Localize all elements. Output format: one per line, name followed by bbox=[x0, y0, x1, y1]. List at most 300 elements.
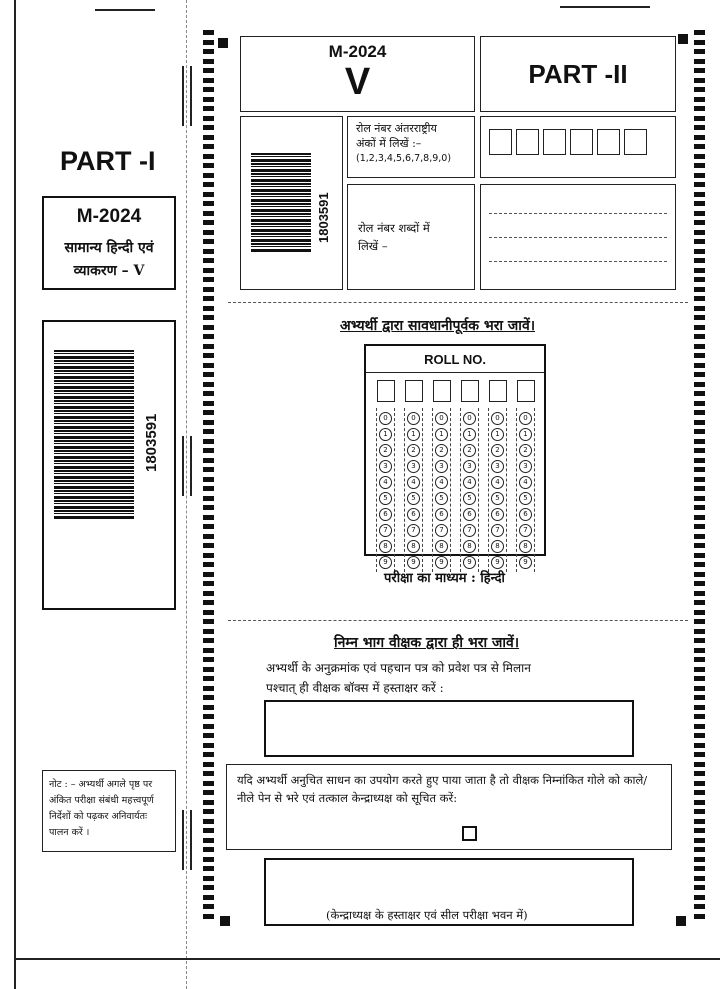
part2-title-box bbox=[480, 36, 676, 112]
timing-mark bbox=[694, 543, 705, 548]
roll-digit-cell[interactable] bbox=[516, 129, 539, 155]
timing-mark bbox=[694, 87, 705, 92]
roll-bubble[interactable]: 0 bbox=[379, 412, 392, 425]
timing-mark bbox=[694, 68, 705, 73]
roll-column bbox=[376, 380, 395, 572]
corner-mark-bottom-left bbox=[220, 916, 230, 926]
roll-bubble[interactable]: 2 bbox=[463, 444, 476, 457]
top-edge-mark bbox=[560, 6, 650, 8]
timing-mark bbox=[694, 676, 705, 681]
roll-bubble[interactable]: 5 bbox=[379, 492, 392, 505]
roll-bubble[interactable]: 1 bbox=[491, 428, 504, 441]
roll-bubble-track bbox=[432, 408, 451, 572]
timing-mark bbox=[694, 619, 705, 624]
roll-column bbox=[516, 380, 535, 572]
timing-mark bbox=[694, 885, 705, 890]
roll-bubble[interactable]: 0 bbox=[519, 412, 532, 425]
roll-bubble[interactable]: 3 bbox=[379, 460, 392, 473]
timing-mark bbox=[203, 173, 214, 178]
timing-mark bbox=[203, 353, 214, 358]
timing-mark bbox=[694, 477, 705, 482]
roll-bubble[interactable]: 0 bbox=[491, 412, 504, 425]
roll-words-entry-box[interactable] bbox=[480, 184, 676, 290]
timing-mark bbox=[203, 486, 214, 491]
timing-mark bbox=[694, 125, 705, 130]
roll-digit-cells bbox=[489, 129, 647, 155]
timing-mark bbox=[203, 562, 214, 567]
timing-mark bbox=[694, 714, 705, 719]
timing-mark bbox=[694, 211, 705, 216]
words-line bbox=[489, 213, 667, 214]
timing-mark bbox=[694, 914, 705, 919]
roll-bubble[interactable]: 0 bbox=[435, 412, 448, 425]
part1-title: PART -I bbox=[60, 146, 156, 176]
part2-barcode-number: 1803591 bbox=[316, 192, 331, 243]
timing-mark bbox=[694, 391, 705, 396]
roll-bubble[interactable]: 5 bbox=[519, 492, 532, 505]
timing-mark bbox=[694, 515, 705, 520]
timing-mark bbox=[203, 914, 214, 919]
timing-mark bbox=[694, 800, 705, 805]
timing-mark bbox=[203, 306, 214, 311]
timing-mark bbox=[203, 505, 214, 510]
timing-mark bbox=[694, 657, 705, 662]
roll-no-label: ROLL NO. bbox=[424, 352, 486, 367]
invigilator-signature-box[interactable] bbox=[264, 700, 634, 757]
roll-bubble[interactable]: 6 bbox=[463, 508, 476, 521]
timing-track-left bbox=[203, 30, 214, 923]
roll-bubble[interactable]: 9 bbox=[519, 556, 532, 569]
part1-barcode-number: 1803591 bbox=[143, 413, 160, 472]
roll-bubble[interactable]: 8 bbox=[519, 540, 532, 553]
timing-mark bbox=[203, 363, 214, 368]
timing-mark bbox=[203, 458, 214, 463]
unfair-means-text: यदि अभ्यर्थी अनुचित साधन का उपयोग करते हुए पाया जाता है तो वीक्षक निम्नांकित गोले को काले/नीले पेन से भरे एवं तत्काल केन्द्राध्यक्ष को सूचित करें: bbox=[237, 773, 648, 805]
left-side-marks bbox=[182, 810, 192, 870]
roll-column bbox=[488, 380, 507, 572]
timing-mark bbox=[203, 724, 214, 729]
timing-mark bbox=[694, 724, 705, 729]
roll-bubble[interactable]: 9 bbox=[379, 556, 392, 569]
timing-mark bbox=[694, 781, 705, 786]
left-side-marks bbox=[182, 436, 192, 496]
roll-column bbox=[460, 380, 479, 572]
timing-mark bbox=[694, 173, 705, 178]
left-page-edge bbox=[14, 0, 16, 989]
part2-title: PART -II bbox=[528, 59, 628, 89]
timing-mark bbox=[694, 97, 705, 102]
timing-mark bbox=[694, 344, 705, 349]
timing-mark bbox=[694, 334, 705, 339]
timing-mark bbox=[203, 781, 214, 786]
roll-bubble[interactable]: 7 bbox=[491, 524, 504, 537]
roll-bubble[interactable]: 9 bbox=[435, 556, 448, 569]
roll-bubble[interactable]: 9 bbox=[463, 556, 476, 569]
timing-mark bbox=[694, 287, 705, 292]
roll-bubble[interactable]: 7 bbox=[379, 524, 392, 537]
roll-words-label-line2: लिखें – bbox=[358, 239, 388, 253]
timing-mark bbox=[694, 258, 705, 263]
roll-bubble-track bbox=[488, 408, 507, 572]
timing-mark bbox=[203, 163, 214, 168]
timing-mark bbox=[203, 695, 214, 700]
timing-mark bbox=[203, 876, 214, 881]
timing-mark bbox=[203, 762, 214, 767]
timing-mark bbox=[694, 562, 705, 567]
roll-bubble[interactable]: 7 bbox=[519, 524, 532, 537]
timing-mark bbox=[203, 125, 214, 130]
timing-mark bbox=[203, 344, 214, 349]
timing-mark bbox=[203, 904, 214, 909]
roll-words-label-box bbox=[347, 184, 475, 290]
candidate-fill-heading: अभ्यर्थी द्वारा सावधानीपूर्वक भरा जावें। bbox=[340, 318, 536, 334]
part1-barcode-box bbox=[42, 320, 176, 610]
timing-mark bbox=[203, 686, 214, 691]
timing-mark bbox=[203, 838, 214, 843]
timing-mark bbox=[694, 743, 705, 748]
roll-bubble[interactable]: 3 bbox=[463, 460, 476, 473]
roll-column-entry-cell[interactable] bbox=[489, 380, 507, 402]
timing-mark bbox=[694, 78, 705, 83]
roll-bubble[interactable]: 2 bbox=[407, 444, 420, 457]
timing-mark bbox=[694, 268, 705, 273]
roll-bubble[interactable]: 8 bbox=[491, 540, 504, 553]
timing-mark bbox=[694, 600, 705, 605]
timing-mark bbox=[694, 277, 705, 282]
words-line bbox=[489, 237, 667, 238]
timing-mark bbox=[694, 847, 705, 852]
timing-mark bbox=[203, 572, 214, 577]
timing-mark bbox=[694, 59, 705, 64]
timing-mark bbox=[694, 30, 705, 35]
timing-mark bbox=[694, 144, 705, 149]
roll-bubble[interactable]: 7 bbox=[407, 524, 420, 537]
timing-mark bbox=[203, 211, 214, 216]
roll-bubble[interactable]: 5 bbox=[407, 492, 420, 505]
corner-mark-top-left bbox=[218, 38, 228, 48]
timing-mark bbox=[203, 790, 214, 795]
superintendent-signature-box[interactable] bbox=[264, 858, 634, 926]
timing-mark bbox=[203, 847, 214, 852]
roll-bubble[interactable]: 7 bbox=[435, 524, 448, 537]
invigilator-heading: निम्न भाग वीक्षक द्वारा ही भरा जावें। bbox=[334, 635, 520, 651]
roll-digit-cell[interactable] bbox=[624, 129, 647, 155]
timing-mark bbox=[694, 876, 705, 881]
timing-mark bbox=[203, 249, 214, 254]
timing-mark bbox=[203, 857, 214, 862]
timing-mark bbox=[694, 239, 705, 244]
timing-mark bbox=[203, 477, 214, 482]
part1-note-box bbox=[42, 770, 176, 852]
timing-mark bbox=[203, 819, 214, 824]
timing-mark bbox=[203, 144, 214, 149]
part1-note-text: नोट : – अभ्यर्थी अगले पृष्ठ पर अंकित परीक्षा संबंधी महत्त्वपूर्ण निर्देशों को पढ़कर अनिवार्यतः पालन करें । bbox=[49, 779, 154, 838]
part2-code-box bbox=[240, 36, 475, 112]
timing-mark bbox=[203, 515, 214, 520]
roll-bubble[interactable]: 6 bbox=[407, 508, 420, 521]
timing-mark bbox=[203, 600, 214, 605]
timing-mark bbox=[694, 420, 705, 425]
roll-bubble[interactable]: 4 bbox=[379, 476, 392, 489]
timing-mark bbox=[203, 410, 214, 415]
timing-mark bbox=[203, 543, 214, 548]
section-divider bbox=[228, 302, 688, 303]
timing-mark bbox=[203, 78, 214, 83]
timing-mark bbox=[203, 372, 214, 377]
timing-mark bbox=[203, 296, 214, 301]
timing-mark bbox=[203, 154, 214, 159]
timing-mark bbox=[694, 752, 705, 757]
timing-mark bbox=[694, 762, 705, 767]
timing-mark bbox=[203, 467, 214, 472]
roll-bubble[interactable]: 2 bbox=[519, 444, 532, 457]
timing-mark bbox=[203, 59, 214, 64]
part1-subject-line1: सामान्य हिन्दी एवं bbox=[64, 240, 154, 256]
roll-bubble[interactable]: 8 bbox=[407, 540, 420, 553]
timing-mark bbox=[694, 315, 705, 320]
roll-bubble[interactable]: 5 bbox=[491, 492, 504, 505]
timing-mark bbox=[203, 534, 214, 539]
timing-mark bbox=[694, 838, 705, 843]
timing-mark bbox=[694, 496, 705, 501]
timing-mark bbox=[694, 486, 705, 491]
roll-column bbox=[432, 380, 451, 572]
timing-mark bbox=[203, 258, 214, 263]
roll-digits-entry-box bbox=[480, 116, 676, 178]
timing-mark bbox=[694, 819, 705, 824]
roll-bubble[interactable]: 4 bbox=[407, 476, 420, 489]
roll-digit-cell[interactable] bbox=[597, 129, 620, 155]
timing-mark bbox=[694, 192, 705, 197]
roll-digits-label-line3: (1,2,3,4,5,6,7,8,9,0) bbox=[356, 153, 452, 164]
roll-digits-label-line1: रोल नंबर अंतरराष्ट्रीय bbox=[356, 122, 437, 135]
roll-column-entry-cell[interactable] bbox=[433, 380, 451, 402]
timing-mark bbox=[203, 391, 214, 396]
timing-mark bbox=[694, 439, 705, 444]
roll-bubble[interactable]: 6 bbox=[491, 508, 504, 521]
timing-mark bbox=[203, 448, 214, 453]
roll-bubble[interactable]: 4 bbox=[491, 476, 504, 489]
roll-bubble[interactable]: 9 bbox=[407, 556, 420, 569]
timing-mark bbox=[694, 201, 705, 206]
roll-bubble[interactable]: 3 bbox=[519, 460, 532, 473]
roll-bubble[interactable]: 1 bbox=[379, 428, 392, 441]
roll-bubble[interactable]: 6 bbox=[435, 508, 448, 521]
timing-mark bbox=[694, 182, 705, 187]
roll-bubble[interactable]: 4 bbox=[463, 476, 476, 489]
timing-mark bbox=[203, 581, 214, 586]
timing-mark bbox=[694, 249, 705, 254]
timing-mark bbox=[203, 97, 214, 102]
timing-mark bbox=[694, 505, 705, 510]
roll-bubble[interactable]: 5 bbox=[463, 492, 476, 505]
timing-mark bbox=[694, 458, 705, 463]
timing-mark bbox=[203, 809, 214, 814]
timing-mark bbox=[203, 667, 214, 672]
timing-mark bbox=[203, 629, 214, 634]
part2-barcode bbox=[251, 153, 311, 253]
timing-mark bbox=[694, 534, 705, 539]
timing-mark bbox=[694, 230, 705, 235]
timing-mark bbox=[203, 752, 214, 757]
timing-mark bbox=[694, 771, 705, 776]
roll-column-entry-cell[interactable] bbox=[405, 380, 423, 402]
timing-track-right bbox=[694, 30, 705, 923]
timing-mark bbox=[694, 401, 705, 406]
timing-mark bbox=[203, 705, 214, 710]
timing-mark bbox=[694, 135, 705, 140]
corner-mark-top-right bbox=[678, 34, 688, 44]
timing-mark bbox=[203, 420, 214, 425]
timing-mark bbox=[203, 657, 214, 662]
timing-mark bbox=[694, 49, 705, 54]
roll-bubble[interactable]: 2 bbox=[435, 444, 448, 457]
roll-bubble[interactable]: 6 bbox=[519, 508, 532, 521]
roll-digit-cell[interactable] bbox=[543, 129, 566, 155]
timing-mark bbox=[694, 163, 705, 168]
timing-mark bbox=[694, 895, 705, 900]
timing-mark bbox=[203, 135, 214, 140]
timing-mark bbox=[694, 581, 705, 586]
timing-mark bbox=[694, 524, 705, 529]
roll-bubble[interactable]: 2 bbox=[379, 444, 392, 457]
timing-mark bbox=[203, 885, 214, 890]
timing-mark bbox=[694, 553, 705, 558]
roll-bubble[interactable]: 1 bbox=[463, 428, 476, 441]
roll-bubble[interactable]: 8 bbox=[435, 540, 448, 553]
roll-no-label-rule bbox=[366, 372, 544, 373]
roll-bubble[interactable]: 2 bbox=[491, 444, 504, 457]
timing-mark bbox=[203, 648, 214, 653]
timing-mark bbox=[694, 467, 705, 472]
timing-mark bbox=[203, 619, 214, 624]
timing-mark bbox=[203, 201, 214, 206]
timing-mark bbox=[694, 610, 705, 615]
roll-bubble[interactable]: 3 bbox=[435, 460, 448, 473]
timing-mark bbox=[203, 325, 214, 330]
roll-bubble[interactable]: 7 bbox=[463, 524, 476, 537]
roll-column-entry-cell[interactable] bbox=[461, 380, 479, 402]
roll-bubble[interactable]: 4 bbox=[519, 476, 532, 489]
timing-mark bbox=[203, 382, 214, 387]
roll-column bbox=[404, 380, 423, 572]
roll-bubble[interactable]: 1 bbox=[407, 428, 420, 441]
timing-mark bbox=[203, 743, 214, 748]
timing-mark bbox=[203, 334, 214, 339]
roll-bubble-track bbox=[516, 408, 535, 572]
roll-bubble[interactable]: 8 bbox=[379, 540, 392, 553]
timing-mark bbox=[203, 230, 214, 235]
timing-mark bbox=[203, 40, 214, 45]
timing-mark bbox=[694, 695, 705, 700]
timing-mark bbox=[694, 154, 705, 159]
timing-mark bbox=[203, 239, 214, 244]
roll-digits-label-line2: अंकों में लिखें :– bbox=[356, 137, 422, 150]
roll-bubble[interactable]: 1 bbox=[519, 428, 532, 441]
left-side-marks bbox=[182, 66, 192, 126]
timing-mark bbox=[203, 676, 214, 681]
timing-mark bbox=[203, 192, 214, 197]
timing-mark bbox=[203, 638, 214, 643]
invigilator-instruction-line1: अभ्यर्थी के अनुक्रमांक एवं पहचान पत्र को प्रवेश पत्र से मिलान bbox=[266, 661, 531, 675]
invigilator-instruction-line2: पश्चात् ही वीक्षक बॉक्स में हस्ताक्षर करें : bbox=[266, 681, 444, 695]
roll-bubble[interactable]: 0 bbox=[407, 412, 420, 425]
part1-paper-code: M-2024 bbox=[76, 206, 142, 227]
timing-mark bbox=[203, 714, 214, 719]
timing-mark bbox=[694, 40, 705, 45]
words-line bbox=[489, 261, 667, 262]
top-edge-mark bbox=[95, 9, 155, 11]
roll-bubble-track bbox=[376, 408, 395, 572]
roll-column-entry-cell[interactable] bbox=[517, 380, 535, 402]
timing-mark bbox=[694, 363, 705, 368]
unfair-means-bubble[interactable] bbox=[462, 826, 477, 841]
timing-mark bbox=[203, 116, 214, 121]
roll-bubble[interactable]: 3 bbox=[491, 460, 504, 473]
roll-bubble[interactable]: 0 bbox=[463, 412, 476, 425]
timing-mark bbox=[694, 353, 705, 358]
corner-mark-bottom-right bbox=[676, 916, 686, 926]
timing-mark bbox=[694, 857, 705, 862]
timing-mark bbox=[694, 410, 705, 415]
timing-mark bbox=[203, 828, 214, 833]
roll-bubble[interactable]: 4 bbox=[435, 476, 448, 489]
roll-bubble[interactable]: 8 bbox=[463, 540, 476, 553]
roll-bubble[interactable]: 6 bbox=[379, 508, 392, 521]
timing-mark bbox=[694, 372, 705, 377]
timing-mark bbox=[694, 828, 705, 833]
timing-mark bbox=[694, 809, 705, 814]
roll-bubble[interactable]: 9 bbox=[491, 556, 504, 569]
timing-mark bbox=[203, 30, 214, 35]
superintendent-caption: (केन्द्राध्यक्ष के हस्ताक्षर एवं सील परीक्षा भवन में) bbox=[326, 908, 528, 922]
timing-mark bbox=[203, 771, 214, 776]
timing-mark bbox=[694, 296, 705, 301]
part2-barcode-box bbox=[240, 116, 343, 290]
timing-mark bbox=[203, 866, 214, 871]
timing-mark bbox=[694, 572, 705, 577]
timing-mark bbox=[694, 705, 705, 710]
timing-mark bbox=[203, 524, 214, 529]
roll-bubble[interactable]: 5 bbox=[435, 492, 448, 505]
roll-digits-label-box bbox=[347, 116, 475, 178]
roll-digit-cell[interactable] bbox=[489, 129, 512, 155]
timing-mark bbox=[203, 496, 214, 501]
timing-mark bbox=[203, 182, 214, 187]
timing-mark bbox=[694, 648, 705, 653]
timing-mark bbox=[694, 591, 705, 596]
roll-bubble[interactable]: 3 bbox=[407, 460, 420, 473]
timing-mark bbox=[203, 49, 214, 54]
part1-subject-line2: व्याकरण – V bbox=[73, 263, 145, 279]
timing-mark bbox=[203, 439, 214, 444]
roll-bubble-track bbox=[404, 408, 423, 572]
roll-bubble[interactable]: 1 bbox=[435, 428, 448, 441]
roll-bubble-track bbox=[460, 408, 479, 572]
timing-mark bbox=[694, 306, 705, 311]
timing-mark bbox=[203, 591, 214, 596]
timing-mark bbox=[203, 87, 214, 92]
timing-mark bbox=[203, 277, 214, 282]
timing-mark bbox=[203, 800, 214, 805]
timing-mark bbox=[203, 401, 214, 406]
roll-digit-cell[interactable] bbox=[570, 129, 593, 155]
part2-series: V bbox=[344, 61, 371, 103]
roll-no-grid bbox=[364, 344, 546, 566]
timing-mark bbox=[694, 790, 705, 795]
roll-column-entry-cell[interactable] bbox=[377, 380, 395, 402]
timing-mark bbox=[694, 686, 705, 691]
